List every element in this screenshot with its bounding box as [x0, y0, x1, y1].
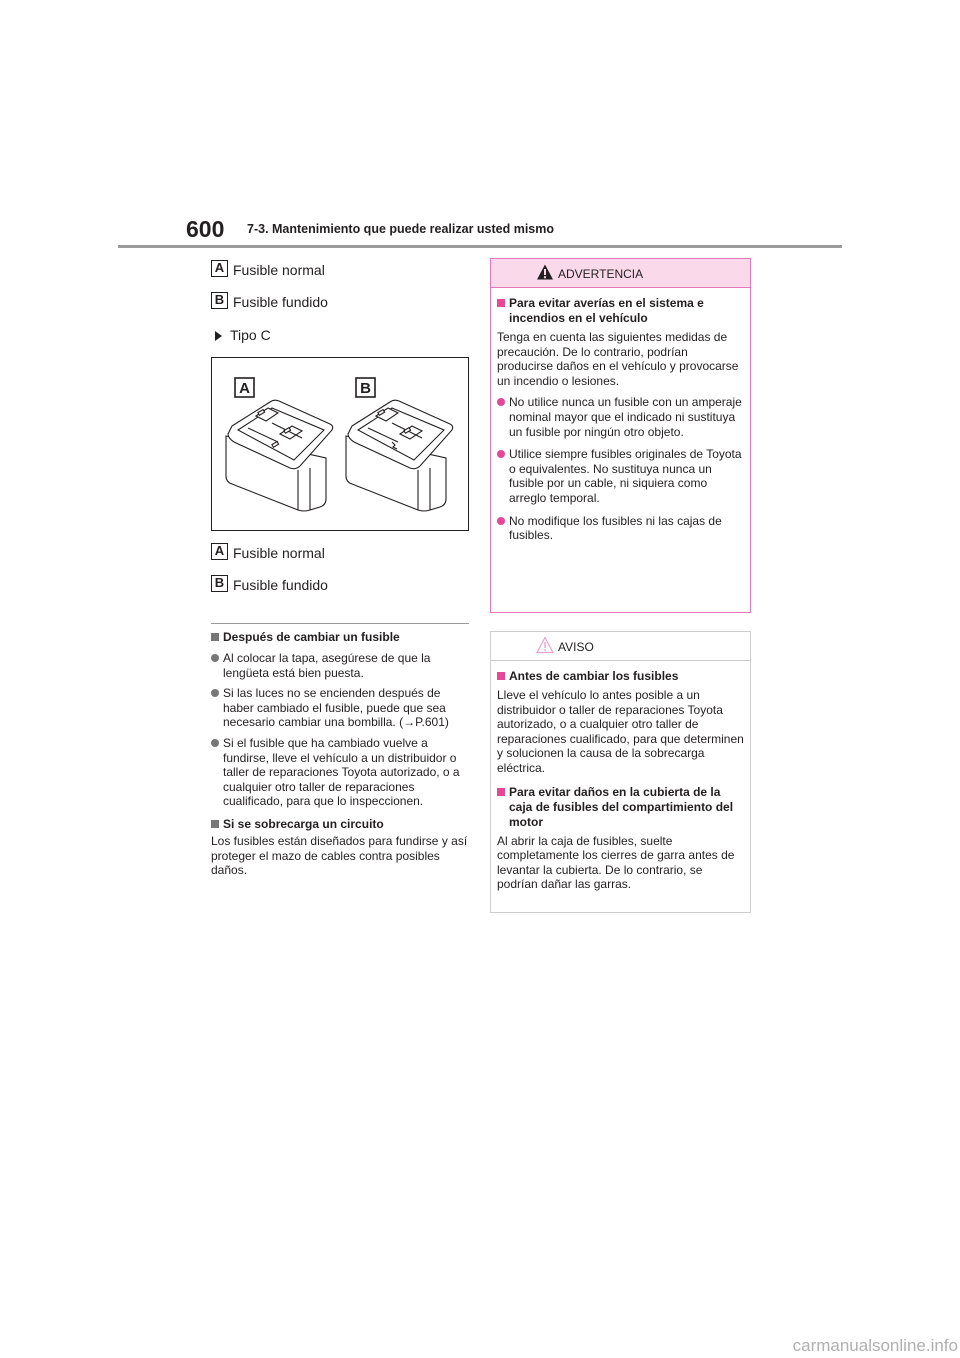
- header-divider: [118, 245, 842, 248]
- caution-text-1: Lleve el vehículo lo antes posible a un distribuidor o taller de reparaciones Toyota autorizado, o a cualquier otro taller de reparaciones cualificado, para que determinen y solucionen la causa de la sobrecarga eléctrica.: [497, 688, 744, 775]
- list-item: [211, 686, 469, 730]
- badge-a: A: [211, 260, 228, 277]
- badge-b: B: [211, 292, 228, 309]
- circle-bullet-icon: [497, 398, 505, 406]
- label-row-b-bottom: [211, 573, 469, 605]
- list-item-text: Al colocar la tapa, asegúrese de que la lengüeta está bien puesta.: [223, 651, 431, 680]
- heading-text: Si se sobrecarga un circuito: [223, 816, 384, 831]
- list-item-text: Si el fusible que ha cambiado vuelve a fundirse, lleve el vehículo a un distribuidor o taller de reparaciones Toyota autorizado, o a cualquier otro taller de reparaciones cualificado, para que lo inspeccionen.: [223, 735, 460, 809]
- page-number: 600: [186, 216, 225, 242]
- label-text: Fusible normal: [233, 262, 325, 278]
- square-bullet-icon: [211, 633, 219, 641]
- triangle-right-icon: [215, 331, 222, 341]
- circle-bullet-icon: [211, 739, 219, 747]
- caution-box: [490, 631, 751, 913]
- left-column: [211, 258, 469, 878]
- caution-title: AVISO: [558, 640, 594, 654]
- list-item-text: No utilice nunca un fusible con un amperaje nominal mayor que el indicado ni sustituya un fusible por ningún otro objeto.: [509, 395, 742, 439]
- section-title: 7-3. Mantenimiento que puede realizar usted mismo: [247, 222, 555, 236]
- square-bullet-icon: [211, 820, 219, 828]
- list-item-text: No modifique los fusibles ni las cajas de fusibles.: [509, 513, 722, 543]
- section-divider: [211, 623, 469, 624]
- badge-a: A: [211, 543, 228, 560]
- warning-box: [490, 258, 751, 613]
- badge-b: B: [211, 575, 228, 592]
- square-bullet-icon: [497, 788, 505, 796]
- section-heading-overload: [211, 817, 469, 832]
- overload-text: Los fusibles están diseñados para fundirse y así proteger el mazo de cables contra posibles daños.: [211, 833, 468, 878]
- warning-heading: [497, 296, 744, 326]
- caution-header: [491, 632, 750, 661]
- caution-body: [491, 661, 750, 892]
- caution-heading-1: [497, 669, 744, 684]
- list-item: [211, 736, 469, 809]
- figure-label-a: A: [239, 380, 250, 397]
- fuse-normal-drawing: [226, 400, 333, 511]
- warning-title: ADVERTENCIA: [558, 267, 644, 281]
- label-text: Fusible normal: [233, 545, 325, 561]
- caution-triangle-icon: [536, 636, 554, 654]
- subheading-text: Tipo C: [230, 327, 271, 343]
- list-item: [497, 395, 744, 439]
- figure-label-b: B: [360, 380, 371, 397]
- subheading-type-c: [211, 325, 469, 355]
- warning-intro: Tenga en cuenta las siguientes medidas de precaución. De lo contrario, podrían producirse daños en el vehículo y provocarse un incendio o lesiones.: [497, 330, 739, 388]
- circle-bullet-icon: [497, 450, 505, 458]
- caution-heading-2: [497, 785, 744, 830]
- label-row-a-bottom: [211, 541, 469, 573]
- warning-header: [491, 259, 750, 288]
- label-row-b: [211, 290, 469, 322]
- heading-text: Antes de cambiar los fusibles: [509, 669, 679, 683]
- heading-text: Para evitar daños en la cubierta de la caja de fusibles del compartimiento del motor: [509, 784, 734, 829]
- list-item: [497, 514, 744, 543]
- label-text: Fusible fundido: [233, 294, 328, 310]
- warning-body: [491, 288, 750, 543]
- label-text: Fusible fundido: [233, 577, 328, 593]
- heading-text: Después de cambiar un fusible: [223, 630, 400, 644]
- square-bullet-icon: [497, 299, 505, 307]
- heading-text: Para evitar averías en el sistema e incendios en el vehículo: [509, 296, 704, 325]
- fuse-illustration-svg: [212, 358, 468, 530]
- list-item: [497, 447, 744, 505]
- circle-bullet-icon: [211, 654, 219, 662]
- warning-triangle-icon: [536, 263, 554, 281]
- fuse-illustration: [211, 357, 469, 531]
- square-bullet-icon: [497, 672, 505, 680]
- list-item: [211, 651, 469, 680]
- watermark: carmanualsonline.info: [792, 1336, 958, 1355]
- circle-bullet-icon: [497, 517, 505, 525]
- list-item-text: Si las luces no se encienden después de haber cambiado el fusible, puede que sea necesario cambiar una bombilla. (→P.601): [223, 686, 449, 730]
- section-heading-after-change: [211, 630, 469, 645]
- caution-text-2: Al abrir la caja de fusibles, suelte completamente los cierres de garra antes de levantar la cubierta. De lo contrario, se podrían dañar las garras.: [497, 833, 735, 892]
- circle-bullet-icon: [211, 689, 219, 697]
- label-row-a: [211, 258, 469, 290]
- list-item-text: Utilice siempre fusibles originales de Toyota o equivalentes. No sustituya nunca un fusible por un cable, ni siquiera como arreglo temporal.: [509, 447, 742, 505]
- fuse-blown-drawing: [346, 400, 453, 511]
